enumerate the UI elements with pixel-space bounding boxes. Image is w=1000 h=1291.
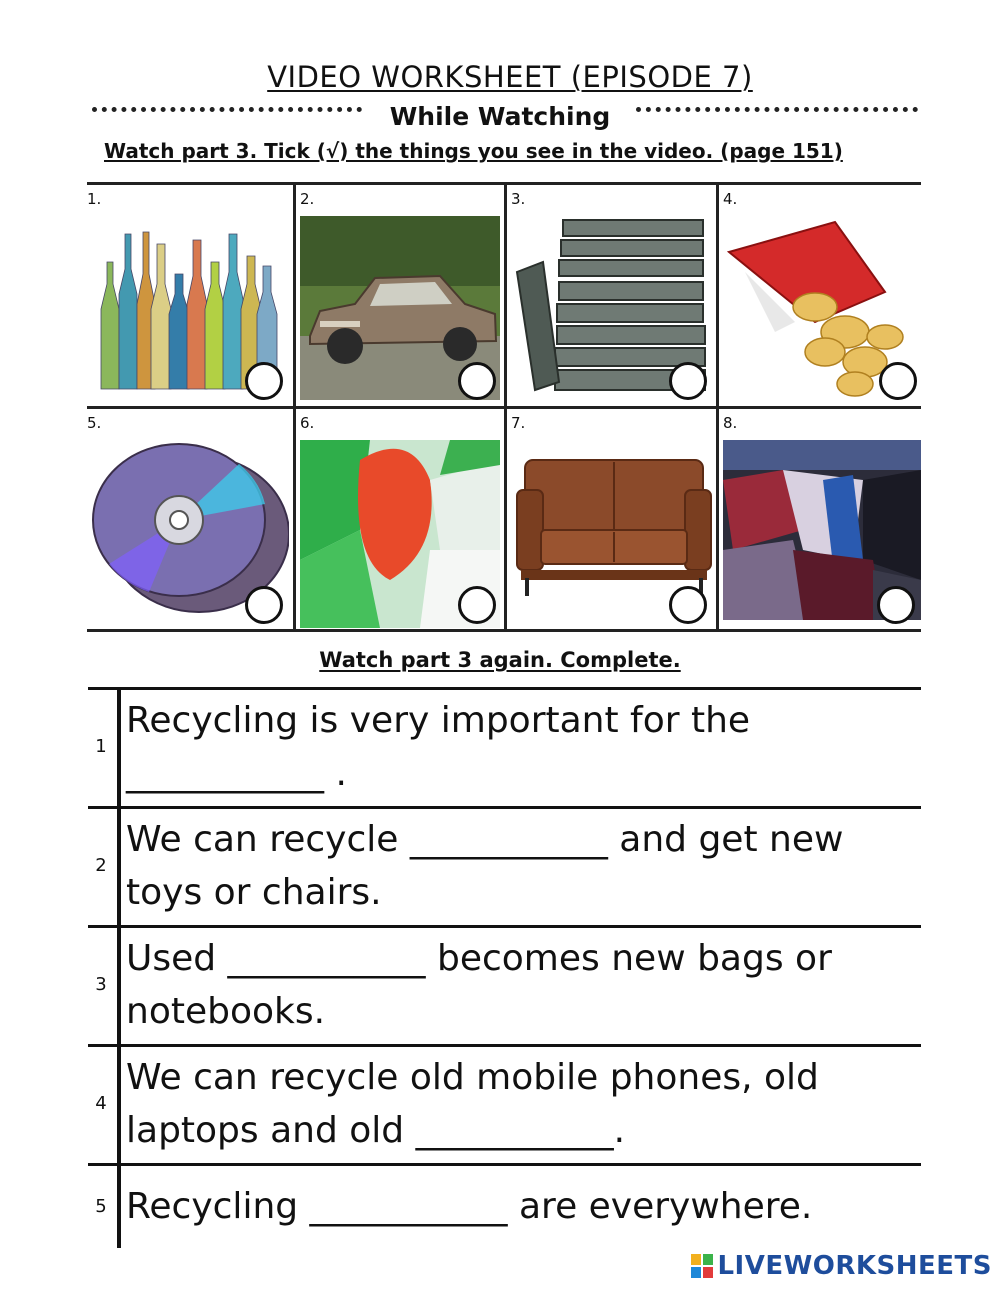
table-rule xyxy=(88,806,921,809)
tick-circle-5[interactable] xyxy=(245,586,283,624)
sentence-row-3 xyxy=(126,932,916,1038)
table-rule xyxy=(88,1044,921,1047)
tick-circle-7[interactable] xyxy=(669,586,707,624)
item-number: 7. xyxy=(511,414,526,432)
complete-instruction: Watch part 3 again. Complete. xyxy=(319,648,681,672)
tick-circle-1[interactable] xyxy=(245,362,283,400)
sentence-line: toys or chairs. xyxy=(126,872,382,913)
row-number: 2 xyxy=(95,855,107,876)
worksheet-title: VIDEO WORKSHEET (EPISODE 7) xyxy=(267,60,753,94)
tick-circle-3[interactable] xyxy=(669,362,707,400)
row-number: 5 xyxy=(95,1196,107,1217)
row-number: 4 xyxy=(95,1093,107,1114)
item-number: 8. xyxy=(723,414,738,432)
item-number: 4. xyxy=(723,190,738,208)
item-number: 5. xyxy=(87,414,102,432)
row-number: 1 xyxy=(95,736,107,757)
sentence-line: We can recycle old mobile phones, old xyxy=(126,1057,819,1098)
item-cell-1 xyxy=(83,186,293,408)
sentence-blank-line[interactable]: ___________ . xyxy=(126,753,347,794)
section-subtitle: While Watching xyxy=(389,102,611,131)
tick-circle-4[interactable] xyxy=(879,362,917,400)
sentence-row-4 xyxy=(126,1051,916,1157)
liveworksheets-logo[interactable] xyxy=(691,1251,992,1281)
item-cell-6 xyxy=(296,410,506,632)
sentence-row-5 xyxy=(126,1180,916,1233)
sentence-blank-line[interactable]: laptops and old ___________. xyxy=(126,1110,626,1151)
item-cell-2 xyxy=(296,186,506,408)
item-number: 1. xyxy=(87,190,102,208)
item-number: 6. xyxy=(300,414,315,432)
table-rule xyxy=(88,687,921,690)
sentence-row-2 xyxy=(126,813,916,919)
sentence-blank-line[interactable]: Recycling ___________ are everywhere. xyxy=(126,1186,813,1227)
table-rule xyxy=(88,1163,921,1166)
item-cell-8 xyxy=(719,410,929,632)
table-rule xyxy=(88,925,921,928)
item-number: 2. xyxy=(300,190,315,208)
sentence-row-1 xyxy=(126,694,916,800)
table-column-rule xyxy=(117,688,121,1248)
item-cell-4 xyxy=(719,186,929,408)
sentence-blank-line[interactable]: We can recycle ___________ and get new xyxy=(126,819,844,860)
sentence-line: notebooks. xyxy=(126,991,326,1032)
tick-circle-8[interactable] xyxy=(877,586,915,624)
tick-circle-2[interactable] xyxy=(458,362,496,400)
sentence-blank-line[interactable]: Used ___________ becomes new bags or xyxy=(126,938,832,979)
row-number: 3 xyxy=(95,974,107,995)
liveworksheets-logo-icon xyxy=(691,1254,713,1278)
item-cell-5 xyxy=(83,410,293,632)
tick-circle-6[interactable] xyxy=(458,586,496,624)
tick-instruction: Watch part 3. Tick (√) the things you see in the video. (page 151) xyxy=(104,139,843,163)
item-cell-7 xyxy=(507,410,717,632)
item-cell-3 xyxy=(507,186,717,408)
logo-text: LIVEWORKSHEETS xyxy=(717,1251,992,1281)
sentence-line: Recycling is very important for the xyxy=(126,700,751,741)
item-number: 3. xyxy=(511,190,526,208)
